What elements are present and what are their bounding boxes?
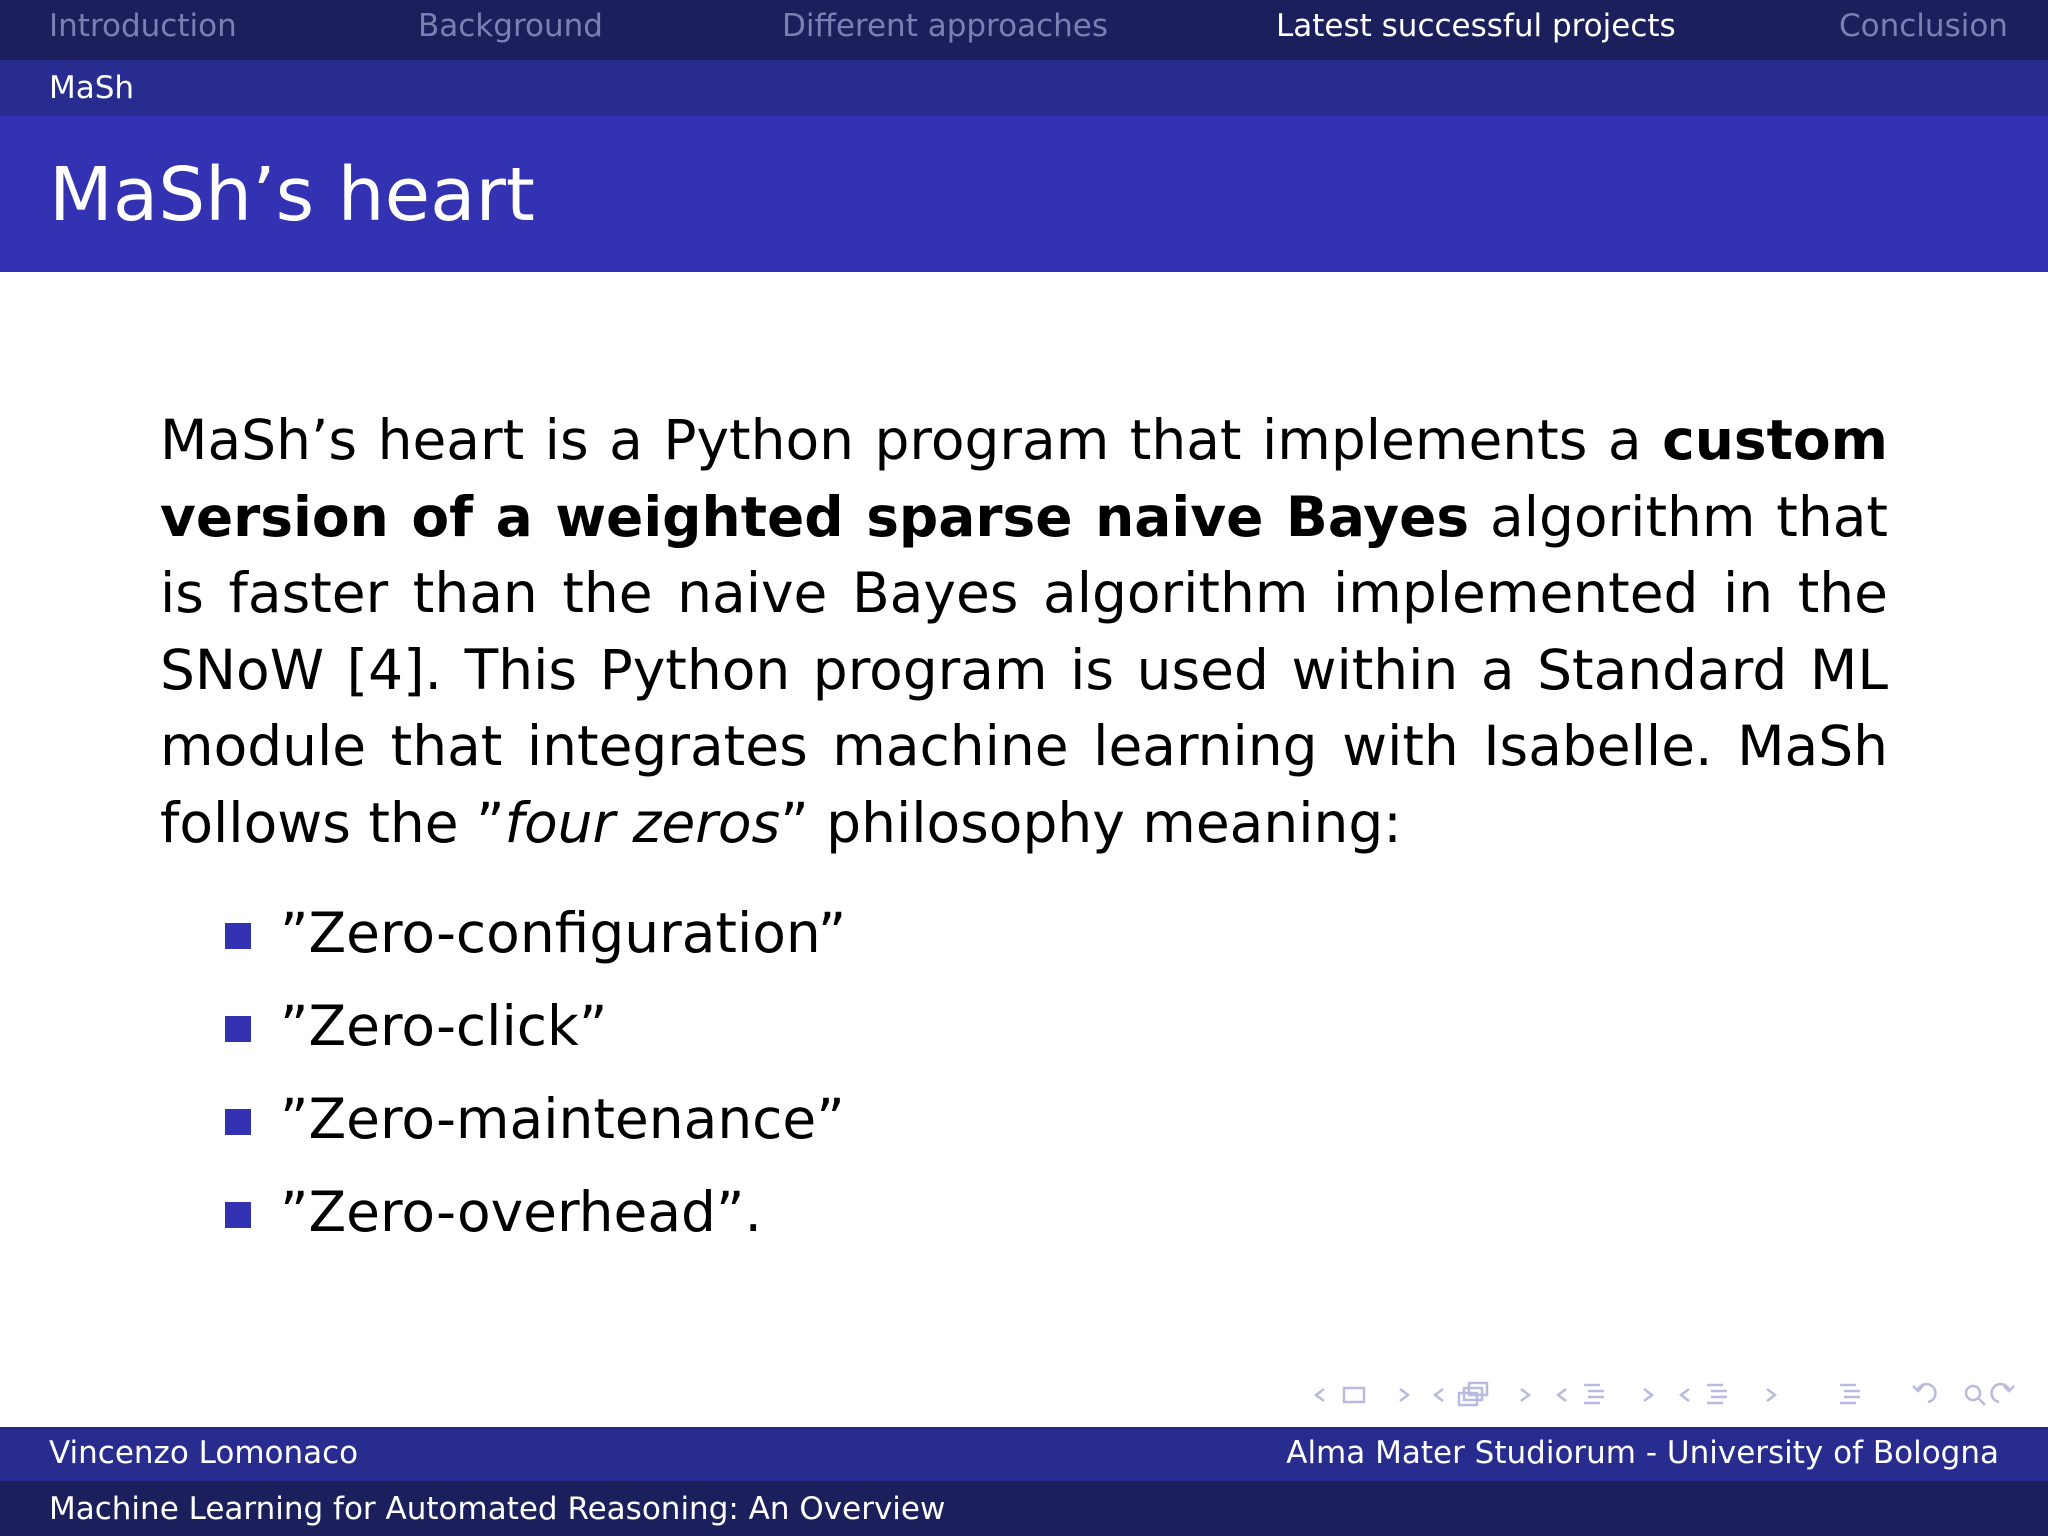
slide-content — [160, 402, 1888, 1267]
list-item — [160, 895, 1888, 988]
navigation-symbols-bar — [1308, 1378, 2033, 1412]
next-subsection-icon[interactable] — [1521, 1389, 1529, 1401]
frame-icon[interactable] — [1344, 1388, 1364, 1402]
list-item — [160, 1081, 1888, 1174]
square-bullet-icon — [225, 1109, 251, 1135]
list-item-text: ”Zero-maintenance” — [280, 1087, 845, 1151]
next-frame-icon[interactable] — [1400, 1389, 1408, 1401]
list-item — [160, 988, 1888, 1081]
part-icon[interactable] — [1707, 1385, 1727, 1403]
frame-title-bar — [0, 116, 2048, 272]
subsection-navigation — [0, 60, 2048, 116]
square-bullet-icon — [225, 1016, 251, 1042]
paragraph-text-2: algorithm that is faster than the naive Bayes algorithm implemented in the SNoW [4]. This Python program is used within a Standard ML module that integrates machine learning with Isabelle. MaSh follows the — [160, 484, 1888, 855]
paragraph-bold-text: custom version of a weighted sparse naive Bayes — [160, 408, 1888, 549]
prev-frame-icon[interactable] — [1316, 1389, 1324, 1401]
bullet-list — [160, 895, 1888, 1267]
quote-open: ” — [476, 790, 505, 855]
search-icon[interactable] — [1966, 1386, 1985, 1405]
square-bullet-icon — [225, 1202, 251, 1228]
list-item-text: ”Zero-click” — [280, 994, 608, 1058]
forward-icon[interactable] — [1992, 1384, 2014, 1402]
next-section-icon[interactable] — [1644, 1389, 1652, 1401]
subsection-icon[interactable] — [1459, 1383, 1487, 1405]
nav-subsection-mash[interactable]: MaSh — [49, 70, 135, 106]
section-icon[interactable] — [1584, 1385, 1604, 1403]
nav-section-conclusion[interactable]: Conclusion — [1839, 8, 2008, 44]
next-part-icon[interactable] — [1767, 1389, 1775, 1401]
paragraph-text-1: MaSh’s heart is a Python program that implements a — [160, 408, 1663, 472]
prev-part-icon[interactable] — [1681, 1389, 1689, 1401]
paragraph-italic-text: four zeros — [504, 790, 781, 855]
nav-section-different-approaches[interactable]: Different approaches — [782, 8, 1108, 44]
nav-section-latest-successful-projects[interactable]: Latest successful projects — [1276, 8, 1676, 44]
quote-close: ” — [780, 790, 809, 855]
footer-author: Vincenzo Lomonaco — [49, 1435, 359, 1471]
section-navigation — [0, 0, 2048, 60]
list-item-text: ”Zero-configuration” — [280, 901, 847, 965]
body-paragraph — [160, 402, 1888, 861]
footer-talk-title: Machine Learning for Automated Reasoning: An Overview — [49, 1491, 946, 1527]
footer-institute: Alma Mater Studiorum - University of Bologna — [1286, 1435, 1999, 1471]
list-item-text: ”Zero-overhead”. — [280, 1180, 762, 1244]
prev-section-icon[interactable] — [1558, 1389, 1566, 1401]
document-icon[interactable] — [1840, 1385, 1860, 1403]
nav-section-introduction[interactable]: Introduction — [49, 8, 237, 44]
list-item — [160, 1174, 1888, 1267]
footer-bottom-row — [0, 1481, 2048, 1536]
paragraph-text-3: philosophy meaning: — [808, 790, 1402, 855]
navigation-symbols — [1308, 1378, 2033, 1412]
frame-title: MaSh’s heart — [49, 152, 535, 238]
nav-section-background[interactable]: Background — [418, 8, 603, 44]
square-bullet-icon — [225, 923, 251, 949]
footer-top-row — [0, 1427, 2048, 1481]
prev-subsection-icon[interactable] — [1435, 1389, 1443, 1401]
back-icon[interactable] — [1913, 1384, 1935, 1402]
